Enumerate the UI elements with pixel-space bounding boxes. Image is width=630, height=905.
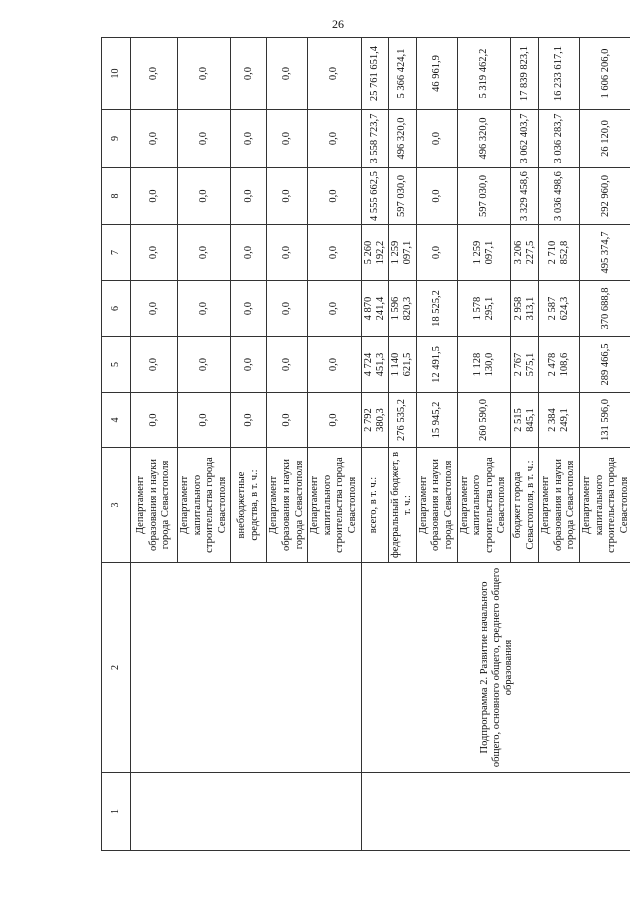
value-cell: 3 036 283,7	[539, 110, 580, 168]
value-cell: 131 596,0	[579, 393, 630, 448]
value-cell: 16 233 617,1	[539, 38, 580, 110]
table-row	[131, 38, 178, 851]
value-cell: 0,0	[231, 38, 267, 110]
value-cell: 0,0	[267, 168, 308, 225]
value-cell: 0,0	[178, 393, 231, 448]
value-cell: 0,0	[131, 281, 178, 337]
header-cell: 9	[102, 110, 131, 168]
value-cell: 1 140 621,5	[388, 337, 416, 393]
value-cell: 0,0	[308, 281, 361, 337]
value-cell: 18 525,2	[416, 281, 457, 337]
value-cell: 0,0	[131, 38, 178, 110]
value-cell: 597 030,0	[457, 168, 510, 225]
value-cell: 0,0	[231, 393, 267, 448]
budget-table	[101, 37, 630, 851]
value-cell: 0,0	[178, 337, 231, 393]
value-cell: 0,0	[131, 337, 178, 393]
source-cell: федеральный бюджет, в т. ч.:	[388, 448, 416, 563]
value-cell: 5 319 462,2	[457, 38, 510, 110]
source-cell: Департамент капитального строительства города Севастополя	[457, 448, 510, 563]
value-cell: 0,0	[131, 225, 178, 281]
value-cell: 3 329 458,6	[511, 168, 539, 225]
source-cell: Департамент капитального строительства города Севастополя	[308, 448, 361, 563]
header-cell: 8	[102, 168, 131, 225]
value-cell: 2 478 108,6	[539, 337, 580, 393]
value-cell: 0,0	[178, 110, 231, 168]
value-cell: 3 036 498,6	[539, 168, 580, 225]
value-cell: 0,0	[308, 38, 361, 110]
value-cell: 0,0	[267, 281, 308, 337]
header-cell: 1	[102, 773, 131, 851]
value-cell: 3 062 403,7	[511, 110, 539, 168]
value-cell: 0,0	[267, 225, 308, 281]
value-cell: 4 555 662,5	[361, 168, 388, 225]
value-cell: 3 206 227,5	[511, 225, 539, 281]
value-cell: 0,0	[267, 110, 308, 168]
value-cell: 1 259 097,1	[457, 225, 510, 281]
value-cell: 0,0	[308, 225, 361, 281]
header-row	[102, 38, 131, 851]
value-cell: 0,0	[267, 38, 308, 110]
value-cell: 0,0	[178, 38, 231, 110]
value-cell: 260 590,0	[457, 393, 510, 448]
value-cell: 496 320,0	[457, 110, 510, 168]
source-cell: Департамент образования и науки города Севастополя	[539, 448, 580, 563]
value-cell: 17 839 823,1	[511, 38, 539, 110]
value-cell: 0,0	[131, 393, 178, 448]
source-cell: Департамент образования и науки города Севастополя	[131, 448, 178, 563]
source-cell: Департамент капитального строительства города Севастополя	[178, 448, 231, 563]
value-cell: 2 958 313,1	[511, 281, 539, 337]
source-cell: Департамент образования и науки города Севастополя	[267, 448, 308, 563]
value-cell: 0,0	[178, 225, 231, 281]
value-cell: 0,0	[308, 168, 361, 225]
value-cell: 2 767 575,1	[511, 337, 539, 393]
col1-empty-cell	[361, 773, 630, 851]
value-cell: 26 120,0	[579, 110, 630, 168]
header-cell: 6	[102, 281, 131, 337]
value-cell: 0,0	[231, 337, 267, 393]
value-cell: 0,0	[308, 337, 361, 393]
col1-empty-cell	[131, 773, 362, 851]
value-cell: 2 384 249,1	[539, 393, 580, 448]
value-cell: 276 535,2	[388, 393, 416, 448]
col2-empty-cell	[131, 563, 362, 773]
value-cell: 12 491,5	[416, 337, 457, 393]
value-cell: 4 724 451,3	[361, 337, 388, 393]
value-cell: 495 374,7	[579, 225, 630, 281]
value-cell: 496 320,0	[388, 110, 416, 168]
page-number: 26	[332, 17, 344, 31]
value-cell: 0,0	[231, 168, 267, 225]
value-cell: 1 259 097,1	[388, 225, 416, 281]
table-row	[361, 38, 388, 851]
value-cell: 5 366 424,1	[388, 38, 416, 110]
value-cell: 0,0	[416, 225, 457, 281]
source-cell: бюджет города Севастополя, в т. ч.:	[511, 448, 539, 563]
subprogram-title: Подпрограмма 2. Развитие начального общего, основного общего, среднего общего образования	[361, 563, 630, 773]
source-cell: всего, в т. ч.:	[361, 448, 388, 563]
source-cell: Департамент капитального строительства города Севастополя	[579, 448, 630, 563]
value-cell: 370 688,8	[579, 281, 630, 337]
value-cell: 2 515 845,1	[511, 393, 539, 448]
value-cell: 2 710 852,8	[539, 225, 580, 281]
header-cell: 3	[102, 448, 131, 563]
value-cell: 3 558 723,7	[361, 110, 388, 168]
value-cell: 1 596 820,3	[388, 281, 416, 337]
value-cell: 0,0	[178, 281, 231, 337]
header-cell: 5	[102, 337, 131, 393]
value-cell: 289 466,5	[579, 337, 630, 393]
value-cell: 0,0	[231, 225, 267, 281]
value-cell: 46 961,9	[416, 38, 457, 110]
value-cell: 25 761 651,4	[361, 38, 388, 110]
value-cell: 0,0	[416, 110, 457, 168]
value-cell: 1 128 130,0	[457, 337, 510, 393]
header-cell: 4	[102, 393, 131, 448]
value-cell: 15 945,2	[416, 393, 457, 448]
value-cell: 0,0	[308, 110, 361, 168]
value-cell: 0,0	[131, 168, 178, 225]
value-cell: 0,0	[178, 168, 231, 225]
value-cell: 0,0	[416, 168, 457, 225]
value-cell: 1 606 206,0	[579, 38, 630, 110]
value-cell: 0,0	[267, 337, 308, 393]
header-cell: 2	[102, 563, 131, 773]
value-cell: 0,0	[231, 281, 267, 337]
header-cell: 7	[102, 225, 131, 281]
value-cell: 0,0	[231, 110, 267, 168]
value-cell: 2 792 380,3	[361, 393, 388, 448]
value-cell: 1 578 295,1	[457, 281, 510, 337]
value-cell: 292 960,0	[579, 168, 630, 225]
value-cell: 4 870 241,4	[361, 281, 388, 337]
source-cell: внебюджетные средства, в т. ч.:	[231, 448, 267, 563]
value-cell: 597 030,0	[388, 168, 416, 225]
header-cell: 10	[102, 38, 131, 110]
value-cell: 5 260 192,2	[361, 225, 388, 281]
value-cell: 0,0	[131, 110, 178, 168]
source-cell: Департамент образования и науки города Севастополя	[416, 448, 457, 563]
value-cell: 2 587 624,3	[539, 281, 580, 337]
value-cell: 0,0	[267, 393, 308, 448]
value-cell: 0,0	[308, 393, 361, 448]
rotated-table-container	[101, 38, 630, 851]
